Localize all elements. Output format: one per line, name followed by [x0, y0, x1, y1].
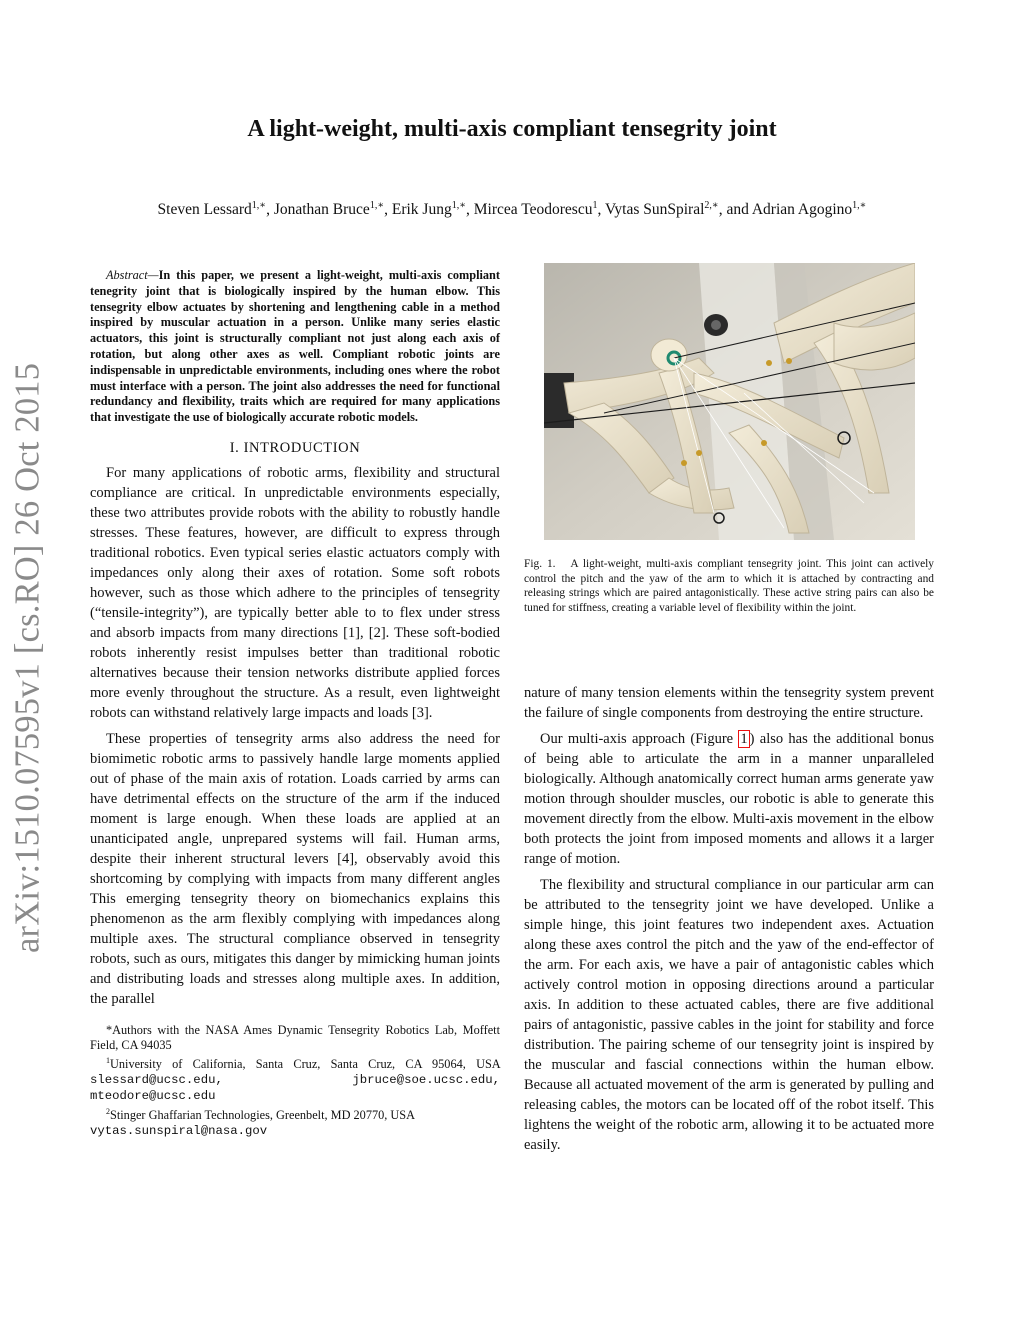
body-paragraph: Our multi-axis approach (Figure 1 ) also has the additional bonus of being able to articulate the arm in a manner unparalleled biologically. Although anatomically correct human arms generate yaw motion through shoulder muscles, our robotic is able to generate this movement directly from the elbow. Multi-axis movement in the elbow both protects the joint from imposed moments and allows it a larger range of motion.: [524, 731, 935, 867]
abstract: [90, 268, 500, 426]
author-affiliation: 1,∗: [852, 200, 867, 211]
tensegrity-joint-illustration: [544, 263, 915, 540]
arxiv-identifier: arXiv:1510.07595v1 [cs.RO] 26 Oct 2015: [8, 362, 47, 953]
left-column: [90, 268, 500, 1139]
body-paragraph: nature of many tension elements within the tensegrity system prevent the failure of single components from destroying the entire structure.: [524, 685, 934, 721]
caption-text: A light-weight, multi-axis compliant tensegrity joint. This joint can actively control the pitch and the yaw of the arm to which it is attached by contracting and releasing strings which are paired antagonistically. These active string pairs can also be tuned for stiffness, creating a variable level of flexibility within the joint.: [524, 558, 935, 614]
paper-title: A light-weight, multi-axis compliant tensegrity joint: [247, 116, 777, 142]
email-link[interactable]: slessard@ucsc.edu, jbruce@soe.ucsc.edu, mteodore@ucsc.edu: [90, 1073, 500, 1104]
figure-caption: [524, 557, 934, 615]
author-name: Jonathan Bruce: [273, 201, 370, 219]
body-paragraph: These properties of tensegrity arms also address the need for biomimetic robotic arms to passively handle large moments applied out of phase of the main axis of rotation. Loads carried by arms can have detrimental effects on the structure of the arm if the induced moment is large enough. When these loads are applied at an unanticipated angle, unprepared systems will fail. Human arms, despite their inherent structural levers [4], observably avoid this shortcoming by complying with impacts from many different angles This emerging tensegrity theory on biomechanics explains this phenomenon as the arm flexibly complying with impedances along multiple axes. The structural compliance observed in tensegrity robots, such as ours, mitigates this danger by mimicking human joints and distributing loads and stresses along multiple axes. In addition, the parallel: [90, 730, 500, 1007]
figure-reference-link[interactable]: 1: [740, 731, 748, 747]
author-affiliation: 1,∗: [251, 200, 267, 211]
author-name: Adrian Agogino: [751, 201, 853, 219]
author-affiliation: 2,∗: [704, 200, 719, 211]
abstract-text: In this paper, we present a light-weight, multi-axis compliant tenegrity joint that is biologically inspired by the human elbow. This tensegrity elbow actuates by shortening and lengthening cable in a method inspired by muscular actuation in a person. Unlike many series elastic actuators, this joint is structurally compliant not just along each axis of rotation, but along other axes as well. Compliant robotic joints are indispensable in unpredictable environments, including ones where the robot must interface with a person. The joint also addresses the need for functional redundancy and flexibility, traits which are required for many applications that investigate the use of biologically accurate robotic models.: [90, 268, 500, 425]
author-list: Steven Lessard$^{1,∗}$, Jonathan Bruce$^{1,∗}$, Erik Jung$^{1,∗}$, Mircea Teodorescu$^1$, Vytas SunSpiral$^{2,∗}$, and Adrian Agogino$^{1,∗}$: [157, 200, 867, 219]
author-name: Vytas SunSpiral: [604, 201, 705, 219]
author-name: Mircea Teodorescu: [473, 201, 593, 219]
section-heading: I. INTRODUCTION: [229, 439, 361, 456]
author-name: Steven Lessard: [157, 201, 252, 219]
footnote: $^2$Stinger Ghaffarian Technologies, Greenbelt, MD 20770, USA: [106, 1107, 416, 1123]
author-affiliation: 1: [592, 200, 598, 211]
footnote: $^1$University of California, Santa Cruz, Santa Cruz, CA 95064, USA slessard@ucsc.edu, jbruce@soe.ucsc.edu, mteodore@ucsc.edu: [90, 1055, 500, 1104]
right-column: [524, 683, 934, 1161]
footnote: *Authors with the NASA Ames Dynamic Tensegrity Robotics Lab, Moffett Field, CA 94035: [90, 1022, 500, 1052]
footnotes: [90, 1023, 500, 1139]
body-paragraph: The flexibility and structural compliance in our particular arm can be attributed to the tensegrity joint we have developed. Unlike a simple hinge, this joint features two independent axes. Actuation along these axes control the pitch and the yaw of the end-effector of the arm. For each axis, we have a pair of antagonistic cables which actively control motion in opposing directions around a particular axis. In addition to these actuated cables, there are five additional pairs of antagonistic, passive cables in the joint for stability and force distribution. The pairing scheme of our tensegrity joint is inspired by the muscular and fascial connections within the human elbow. Because all actuated movement of the arm is generated by pulling and releasing cables, the motors can be located off of the robot itself. This lightens the weight of the robotic arm, allowing it to be actuated more easily.: [524, 877, 934, 1153]
author-name: Erik Jung: [391, 201, 452, 219]
email-link[interactable]: vytas.sunspiral@nasa.gov: [90, 1124, 268, 1139]
author-affiliation: 1,∗: [451, 200, 466, 211]
abstract-label: Abstract—: [106, 268, 159, 282]
figure-photo: [544, 263, 915, 540]
figure-label: Fig. 1.: [524, 558, 556, 570]
body-paragraph: For many applications of robotic arms, flexibility and structural compliance are critical. In unpredictable environments especially, these two attributes provide robots with the ability to robustly handle stresses. These features, however, are difficult to express through traditional robotics. Even typical series elastic actuators comply with impedances only along their axes of rotation. Some soft robots however, such as those which adhere to the principles of tensegrity (“tensile-integrity”), are typically better able to to flex under stress and absorb impacts from many directions [1], [2]. These soft-bodied robots inherently resist impulses better than traditional robotic alternatives because their tension networks distribute applied forces more evenly throughout the structure. As a result, even lightweight robots can withstand relatively large impacts and loads [3].: [90, 464, 500, 721]
author-affiliation: 1,∗: [369, 200, 385, 211]
